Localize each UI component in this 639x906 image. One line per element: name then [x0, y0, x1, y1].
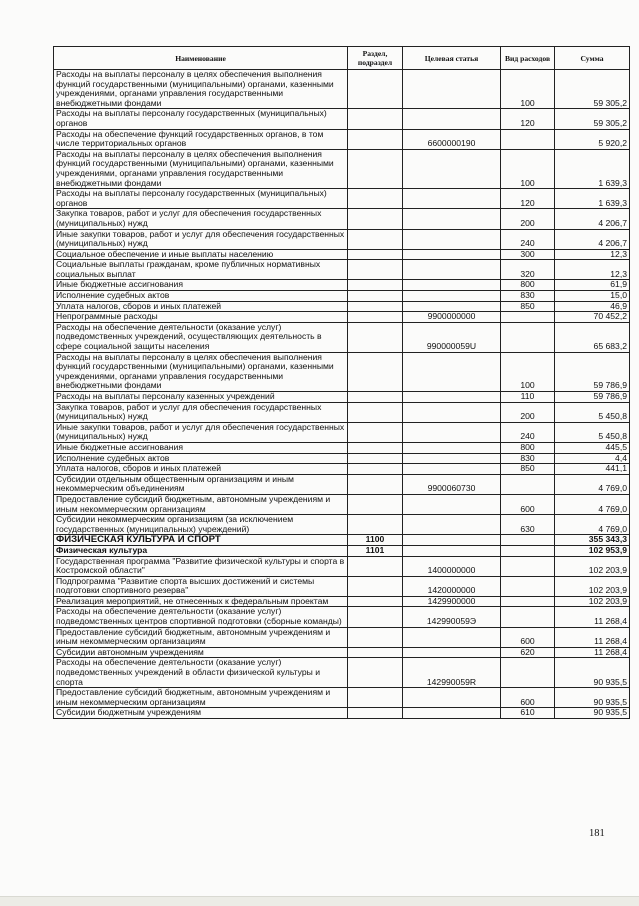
cell-type: 850 — [501, 464, 555, 475]
cell-sum: 102 953,9 — [555, 545, 630, 556]
cell-type: 630 — [501, 515, 555, 535]
cell-type — [501, 545, 555, 556]
cell-section — [348, 392, 403, 403]
cell-target — [403, 352, 501, 391]
cell-target — [403, 189, 501, 209]
table-row — [54, 280, 630, 291]
cell-section — [348, 70, 403, 109]
cell-type: 100 — [501, 352, 555, 391]
table-row — [54, 312, 630, 323]
budget-table — [53, 46, 630, 719]
cell-sum: 1 639,3 — [555, 149, 630, 188]
cell-name: Физическая культура — [54, 545, 348, 556]
cell-sum: 4 769,0 — [555, 494, 630, 514]
cell-target — [403, 209, 501, 229]
header-target: Целевая статья — [403, 47, 501, 70]
cell-target — [403, 688, 501, 708]
table-row — [54, 647, 630, 658]
cell-section — [348, 352, 403, 391]
cell-name: Уплата налогов, сборов и иных платежей — [54, 464, 348, 475]
cell-name: Социальные выплаты гражданам, кроме публичных нормативных социальных выплат — [54, 260, 348, 280]
cell-target — [403, 402, 501, 422]
cell-target: 142990059Э — [403, 607, 501, 627]
cell-name: Расходы на обеспечение деятельности (оказание услуг) подведомственных центров спортивной подготовки (сборные команды) — [54, 607, 348, 627]
cell-section — [348, 607, 403, 627]
cell-type — [501, 312, 555, 323]
cell-name: Иные закупки товаров, работ и услуг для обеспечения государственных (муниципальных) нужд — [54, 229, 348, 249]
cell-name: Расходы на обеспечение деятельности (оказание услуг) подведомственных учреждений, осуществляющих деятельность в сфере социальной защиты населения — [54, 322, 348, 352]
cell-type: 300 — [501, 249, 555, 260]
header-name: Наименование — [54, 47, 348, 70]
cell-sum: 102 203,9 — [555, 556, 630, 576]
cell-section — [348, 129, 403, 149]
cell-target: 1429900000 — [403, 596, 501, 607]
budget-table-container — [53, 46, 629, 719]
cell-sum: 11 268,4 — [555, 627, 630, 647]
cell-section — [348, 708, 403, 719]
cell-type: 200 — [501, 402, 555, 422]
table-row — [54, 442, 630, 453]
table-row — [54, 291, 630, 302]
cell-name: Расходы на обеспечение деятельности (оказание услуг) подведомственных учреждений в области физической культуры и спорта — [54, 658, 348, 688]
cell-type: 830 — [501, 453, 555, 464]
header-section: Раздел, подраздел — [348, 47, 403, 70]
cell-target — [403, 301, 501, 312]
cell-section — [348, 322, 403, 352]
table-row — [54, 352, 630, 391]
cell-sum: 355 343,3 — [555, 535, 630, 546]
table-row — [54, 209, 630, 229]
cell-section — [348, 576, 403, 596]
cell-type — [501, 322, 555, 352]
cell-name: Предоставление субсидий бюджетным, автономным учреждениям и иным некоммерческим организациям — [54, 627, 348, 647]
page-number: 181 — [589, 828, 605, 839]
cell-sum: 59 305,2 — [555, 70, 630, 109]
cell-sum: 5 920,2 — [555, 129, 630, 149]
cell-name: Расходы на выплаты персоналу в целях обеспечения выполнения функций государственными (муниципальными) органами, казенными учреждениями, органами управления государственными внебюджетными фондами — [54, 352, 348, 391]
cell-name: Исполнение судебных актов — [54, 291, 348, 302]
cell-name: Подпрограмма "Развитие спорта высших достижений и системы подготовки спортивного резерва" — [54, 576, 348, 596]
cell-sum: 65 683,2 — [555, 322, 630, 352]
cell-type: 610 — [501, 708, 555, 719]
cell-target: 990000059U — [403, 322, 501, 352]
cell-type — [501, 596, 555, 607]
cell-sum: 11 268,4 — [555, 647, 630, 658]
cell-sum: 12,3 — [555, 260, 630, 280]
cell-section — [348, 647, 403, 658]
header-sum: Сумма — [555, 47, 630, 70]
cell-sum: 4 206,7 — [555, 229, 630, 249]
cell-section — [348, 627, 403, 647]
cell-type: 100 — [501, 70, 555, 109]
cell-target — [403, 422, 501, 442]
cell-type: 240 — [501, 422, 555, 442]
cell-section — [348, 402, 403, 422]
cell-sum: 61,9 — [555, 280, 630, 291]
cell-type: 320 — [501, 260, 555, 280]
cell-section — [348, 556, 403, 576]
cell-sum: 11 268,4 — [555, 607, 630, 627]
cell-section — [348, 249, 403, 260]
table-row — [54, 402, 630, 422]
cell-type: 200 — [501, 209, 555, 229]
cell-type: 800 — [501, 442, 555, 453]
cell-sum: 59 786,9 — [555, 352, 630, 391]
cell-target — [403, 70, 501, 109]
table-row — [54, 464, 630, 475]
table-row — [54, 515, 630, 535]
table-row — [54, 301, 630, 312]
cell-target: 142990059R — [403, 658, 501, 688]
cell-name: Исполнение судебных актов — [54, 453, 348, 464]
table-row — [54, 260, 630, 280]
cell-section — [348, 229, 403, 249]
cell-type: 800 — [501, 280, 555, 291]
cell-type — [501, 535, 555, 546]
table-row — [54, 658, 630, 688]
table-row — [54, 596, 630, 607]
table-body — [54, 70, 630, 719]
cell-name: Непрограммные расходы — [54, 312, 348, 323]
table-row — [54, 422, 630, 442]
cell-target — [403, 494, 501, 514]
cell-target — [403, 291, 501, 302]
cell-section — [348, 494, 403, 514]
cell-type: 850 — [501, 301, 555, 312]
cell-sum: 90 935,5 — [555, 688, 630, 708]
table-row — [54, 474, 630, 494]
cell-target — [403, 442, 501, 453]
cell-target: 1420000000 — [403, 576, 501, 596]
cell-name: Субсидии отдельным общественным организациям и иным некоммерческим объединениям — [54, 474, 348, 494]
cell-target — [403, 647, 501, 658]
cell-section: 1101 — [348, 545, 403, 556]
table-row — [54, 556, 630, 576]
cell-section — [348, 422, 403, 442]
cell-section — [348, 149, 403, 188]
cell-name: Иные бюджетные ассигнования — [54, 280, 348, 291]
cell-target — [403, 229, 501, 249]
cell-name: Предоставление субсидий бюджетным, автономным учреждениям и иным некоммерческим организациям — [54, 688, 348, 708]
cell-target — [403, 392, 501, 403]
cell-name: Уплата налогов, сборов и иных платежей — [54, 301, 348, 312]
cell-target — [403, 708, 501, 719]
cell-type — [501, 556, 555, 576]
cell-section — [348, 291, 403, 302]
table-row — [54, 545, 630, 556]
cell-section — [348, 189, 403, 209]
cell-target — [403, 109, 501, 129]
cell-sum: 4 769,0 — [555, 474, 630, 494]
cell-type: 600 — [501, 688, 555, 708]
cell-sum: 70 452,2 — [555, 312, 630, 323]
cell-name: Расходы на выплаты персоналу казенных учреждений — [54, 392, 348, 403]
cell-sum: 15,0 — [555, 291, 630, 302]
cell-type: 100 — [501, 149, 555, 188]
table-row — [54, 249, 630, 260]
cell-target — [403, 149, 501, 188]
cell-target — [403, 545, 501, 556]
cell-section — [348, 312, 403, 323]
table-row — [54, 688, 630, 708]
cell-type: 620 — [501, 647, 555, 658]
table-row — [54, 708, 630, 719]
cell-type — [501, 474, 555, 494]
cell-target: 6600000190 — [403, 129, 501, 149]
cell-type: 120 — [501, 189, 555, 209]
cell-name: Субсидии автономным учреждениям — [54, 647, 348, 658]
cell-sum: 12,3 — [555, 249, 630, 260]
cell-sum: 46,9 — [555, 301, 630, 312]
cell-name: Государственная программа "Развитие физической культуры и спорта в Костромской области" — [54, 556, 348, 576]
cell-target — [403, 515, 501, 535]
cell-section — [348, 109, 403, 129]
cell-name: Субсидии некоммерческим организациям (за исключением государственных (муниципальных) учреждений) — [54, 515, 348, 535]
table-row — [54, 607, 630, 627]
cell-target — [403, 535, 501, 546]
cell-name: Закупка товаров, работ и услуг для обеспечения государственных (муниципальных) нужд — [54, 209, 348, 229]
cell-section — [348, 301, 403, 312]
cell-sum: 4 769,0 — [555, 515, 630, 535]
cell-section — [348, 688, 403, 708]
cell-sum: 102 203,9 — [555, 576, 630, 596]
cell-target — [403, 453, 501, 464]
cell-section — [348, 474, 403, 494]
table-row — [54, 70, 630, 109]
cell-name: Расходы на выплаты персоналу государственных (муниципальных) органов — [54, 189, 348, 209]
cell-section — [348, 453, 403, 464]
cell-section: 1100 — [348, 535, 403, 546]
cell-target — [403, 249, 501, 260]
cell-sum: 441,1 — [555, 464, 630, 475]
cell-type — [501, 658, 555, 688]
table-row — [54, 149, 630, 188]
cell-section — [348, 515, 403, 535]
cell-name: Расходы на выплаты персоналу государственных (муниципальных) органов — [54, 109, 348, 129]
table-row — [54, 392, 630, 403]
cell-target: 9900060730 — [403, 474, 501, 494]
cell-target — [403, 280, 501, 291]
cell-sum: 90 935,5 — [555, 658, 630, 688]
cell-target: 9900000000 — [403, 312, 501, 323]
cell-sum: 102 203,9 — [555, 596, 630, 607]
table-row — [54, 494, 630, 514]
cell-sum: 5 450,8 — [555, 422, 630, 442]
cell-sum: 4 206,7 — [555, 209, 630, 229]
cell-target: 1400000000 — [403, 556, 501, 576]
table-row — [54, 322, 630, 352]
cell-sum: 59 305,2 — [555, 109, 630, 129]
cell-name: Расходы на выплаты персоналу в целях обеспечения выполнения функций государственными (муниципальными) органами, казенными учреждениями, органами управления государственными внебюджетными фондами — [54, 70, 348, 109]
cell-section — [348, 280, 403, 291]
table-row — [54, 453, 630, 464]
cell-name: Субсидии бюджетным учреждениям — [54, 708, 348, 719]
cell-section — [348, 464, 403, 475]
table-row — [54, 109, 630, 129]
header-type: Вид расходов — [501, 47, 555, 70]
cell-name: Иные бюджетные ассигнования — [54, 442, 348, 453]
cell-target — [403, 260, 501, 280]
cell-section — [348, 442, 403, 453]
cell-type — [501, 129, 555, 149]
table-row — [54, 627, 630, 647]
cell-type: 600 — [501, 627, 555, 647]
cell-name: Расходы на выплаты персоналу в целях обеспечения выполнения функций государственными (муниципальными) органами, казенными учреждениями, органами управления государственными внебюджетными фондами — [54, 149, 348, 188]
cell-section — [348, 260, 403, 280]
cell-type: 240 — [501, 229, 555, 249]
cell-type: 110 — [501, 392, 555, 403]
cell-section — [348, 658, 403, 688]
cell-sum: 445,5 — [555, 442, 630, 453]
cell-sum: 5 450,8 — [555, 402, 630, 422]
cell-type — [501, 576, 555, 596]
cell-name: Закупка товаров, работ и услуг для обеспечения государственных (муниципальных) нужд — [54, 402, 348, 422]
cell-type: 600 — [501, 494, 555, 514]
cell-name: Иные закупки товаров, работ и услуг для обеспечения государственных (муниципальных) нужд — [54, 422, 348, 442]
table-header-row — [54, 47, 630, 70]
cell-type — [501, 607, 555, 627]
cell-name: Социальное обеспечение и иные выплаты населению — [54, 249, 348, 260]
cell-sum: 59 786,9 — [555, 392, 630, 403]
cell-name: Расходы на обеспечение функций государственных органов, в том числе территориальных органов — [54, 129, 348, 149]
cell-sum: 90 935,5 — [555, 708, 630, 719]
table-row — [54, 229, 630, 249]
cell-name: ФИЗИЧЕСКАЯ КУЛЬТУРА И СПОРТ — [54, 535, 348, 546]
cell-section — [348, 209, 403, 229]
cell-section — [348, 596, 403, 607]
cell-type: 120 — [501, 109, 555, 129]
cell-sum: 4,4 — [555, 453, 630, 464]
cell-type: 830 — [501, 291, 555, 302]
table-row — [54, 576, 630, 596]
table-row — [54, 189, 630, 209]
table-row — [54, 129, 630, 149]
cell-name: Предоставление субсидий бюджетным, автономным учреждениям и иным некоммерческим организациям — [54, 494, 348, 514]
cell-target — [403, 464, 501, 475]
cell-target — [403, 627, 501, 647]
table-row — [54, 535, 630, 546]
cell-sum: 1 639,3 — [555, 189, 630, 209]
cell-name: Реализация мероприятий, не отнесенных к федеральным проектам — [54, 596, 348, 607]
